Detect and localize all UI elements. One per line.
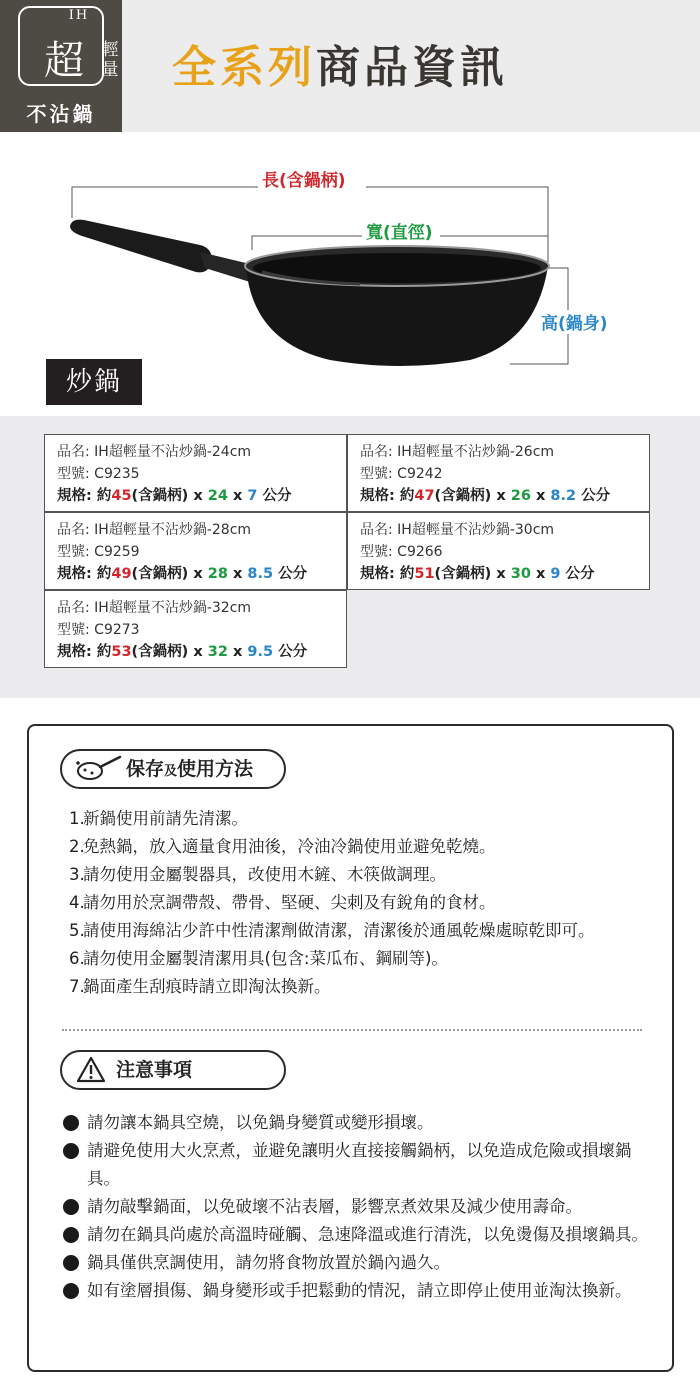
wok-body (245, 246, 549, 366)
usage-title-small: 及 (164, 764, 178, 779)
spec-model: 型號: C9242 (360, 466, 443, 482)
spec-cell (347, 434, 650, 512)
list-text: 免熱鍋，放入適量食用油後，冷油冷鍋使用並避免乾燒。 (83, 837, 496, 856)
spec-separator: x (227, 566, 248, 582)
spec-name: 品名: IH超輕量不沾炒鍋-24cm (57, 444, 252, 460)
bullet-icon (63, 1143, 79, 1159)
caution-list (63, 1109, 653, 1305)
spec-cell (44, 512, 347, 590)
dimension-length-label: 長(含鍋柄) (262, 171, 346, 191)
spec-name: 品名: IH超輕量不沾炒鍋-26cm (360, 444, 555, 460)
usage-title-end: 使用方法 (177, 758, 254, 780)
bullet-icon (63, 1199, 79, 1215)
page-title-rest: 商品資訊 (316, 42, 508, 93)
spec-unit: 公分 (273, 644, 308, 660)
spec-length: 45 (111, 488, 132, 504)
logo-small-char-1: 輕 (101, 40, 119, 60)
warning-icon (76, 1056, 106, 1084)
spec-length: 53 (111, 644, 132, 660)
list-text: 請使用海綿沾少許中性清潔劑做清潔，清潔後於通風乾燥處晾乾即可。 (83, 921, 595, 940)
spec-width: 30 (510, 566, 531, 582)
page-title-highlight: 全系列 (172, 42, 316, 93)
spec-cell (44, 590, 347, 668)
spec-name: 品名: IH超輕量不沾炒鍋-30cm (360, 522, 555, 538)
spec-length: 51 (414, 566, 435, 582)
spec-size (360, 485, 649, 507)
list-number: 7. (69, 977, 85, 996)
spec-table (0, 416, 700, 698)
spec-size (57, 641, 346, 663)
list-number: 4. (69, 893, 85, 912)
spec-unit: 公分 (576, 488, 611, 504)
spec-separator: x (530, 488, 551, 504)
spec-height: 9 (550, 566, 561, 582)
spec-height: 9.5 (247, 644, 274, 660)
spec-cell (347, 512, 650, 590)
spec-separator: x (227, 644, 248, 660)
spec-size-prefix: 規格: 約 (57, 644, 112, 660)
spec-model: 型號: C9266 (360, 544, 443, 560)
spec-separator: x (227, 488, 248, 504)
spec-name: 品名: IH超輕量不沾炒鍋-32cm (57, 600, 252, 616)
list-text: 鍋面產生刮痕時請立即淘汰換新。 (83, 977, 331, 996)
list-item (69, 973, 649, 1001)
spec-handle-note: (含鍋柄) x (434, 566, 511, 582)
spec-cell (44, 434, 347, 512)
bullet-icon (63, 1255, 79, 1271)
logo-big-char: 超 (44, 38, 84, 84)
spec-width: 26 (510, 488, 531, 504)
product-image-area (0, 132, 700, 416)
pan-icon (72, 754, 124, 784)
spec-separator: x (530, 566, 551, 582)
list-item (69, 861, 649, 889)
wok-handle (70, 220, 250, 282)
list-item (69, 945, 649, 973)
spec-height: 8.2 (550, 488, 577, 504)
list-number: 5. (69, 921, 85, 940)
spec-size (57, 563, 346, 585)
care-instructions-panel (27, 724, 674, 1372)
logo-badge (18, 6, 119, 86)
logo-ih: IH (68, 8, 90, 23)
list-text: 鍋具僅供烹調使用，請勿將食物放置於鍋內過久。 (87, 1253, 450, 1272)
logo-small-char-2: 量 (101, 60, 119, 80)
spec-handle-note: (含鍋柄) x (131, 488, 208, 504)
spec-size (360, 563, 649, 585)
list-number: 2. (69, 837, 85, 856)
list-text: 請勿讓本鍋具空燒，以免鍋身變質或變形損壞。 (87, 1113, 434, 1132)
spec-size-prefix: 規格: 約 (57, 488, 112, 504)
caution-section-header (60, 1050, 286, 1090)
list-text: 新鍋使用前請先清潔。 (83, 809, 248, 828)
list-text: 請勿使用金屬製器具，改使用木鏟、木筷做調理。 (83, 865, 446, 884)
spec-width: 24 (207, 488, 228, 504)
spec-size-prefix: 規格: 約 (360, 566, 415, 582)
spec-length: 47 (414, 488, 435, 504)
header-banner (0, 0, 700, 132)
list-item (63, 1277, 653, 1305)
dimension-height-label: 高(鍋身) (541, 314, 608, 334)
list-item (69, 889, 649, 917)
spec-model: 型號: C9259 (57, 544, 140, 560)
spec-height: 7 (247, 488, 258, 504)
spec-handle-note: (含鍋柄) x (434, 488, 511, 504)
brand-logo (0, 0, 122, 132)
list-text: 請勿在鍋具尚處於高溫時碰觸、急速降溫或進行清洗，以免燙傷及損壞鍋具。 (87, 1225, 648, 1244)
spec-unit: 公分 (273, 566, 308, 582)
bullet-icon (63, 1283, 79, 1299)
logo-small-chars (100, 40, 120, 80)
bullet-icon (63, 1227, 79, 1243)
spec-handle-note: (含鍋柄) x (131, 644, 208, 660)
page-title (172, 36, 508, 100)
spec-model: 型號: C9273 (57, 622, 140, 638)
list-item (63, 1137, 653, 1193)
list-number: 6. (69, 949, 85, 968)
list-item (63, 1221, 653, 1249)
usage-section-header (60, 749, 286, 789)
spec-length: 49 (111, 566, 132, 582)
spec-size-prefix: 規格: 約 (57, 566, 112, 582)
bullet-icon (63, 1115, 79, 1131)
spec-size (57, 485, 346, 507)
product-type-tag: 炒鍋 (46, 359, 142, 405)
list-item (63, 1109, 653, 1137)
logo-subtitle: 不沾鍋 (26, 102, 96, 126)
list-text: 請勿使用金屬製清潔用具(包含:菜瓜布、鋼刷等)。 (83, 949, 448, 968)
list-text: 請勿用於烹調帶殼、帶骨、堅硬、尖刺及有銳角的食材。 (83, 893, 496, 912)
caution-title: 注意事項 (116, 1059, 193, 1081)
list-number: 1. (69, 809, 85, 828)
list-item (69, 805, 649, 833)
list-item (69, 833, 649, 861)
usage-title-main: 保存 (126, 758, 165, 780)
list-text: 如有塗層損傷、鍋身變形或手把鬆動的情況，請立即停止使用並淘汰換新。 (87, 1281, 632, 1300)
spec-handle-note: (含鍋柄) x (131, 566, 208, 582)
dimension-width-label: 寬(直徑) (366, 223, 433, 243)
list-number: 3. (69, 865, 85, 884)
spec-unit: 公分 (257, 488, 292, 504)
list-item (63, 1193, 653, 1221)
list-text: 請勿敲擊鍋面，以免破壞不沾表層，影響烹煮效果及減少使用壽命。 (87, 1197, 582, 1216)
section-divider (62, 1029, 642, 1031)
list-item (69, 917, 609, 945)
usage-list (69, 805, 649, 1001)
spec-height: 8.5 (247, 566, 274, 582)
list-item (63, 1249, 653, 1277)
spec-size-prefix: 規格: 約 (360, 488, 415, 504)
list-text: 請避免使用大火烹煮，並避免讓明火直接接觸鍋柄，以免造成危險或損壞鍋具。 (87, 1141, 632, 1188)
spec-width: 32 (207, 644, 228, 660)
spec-unit: 公分 (560, 566, 595, 582)
spec-width: 28 (207, 566, 228, 582)
spec-model: 型號: C9235 (57, 466, 140, 482)
spec-name: 品名: IH超輕量不沾炒鍋-28cm (57, 522, 252, 538)
